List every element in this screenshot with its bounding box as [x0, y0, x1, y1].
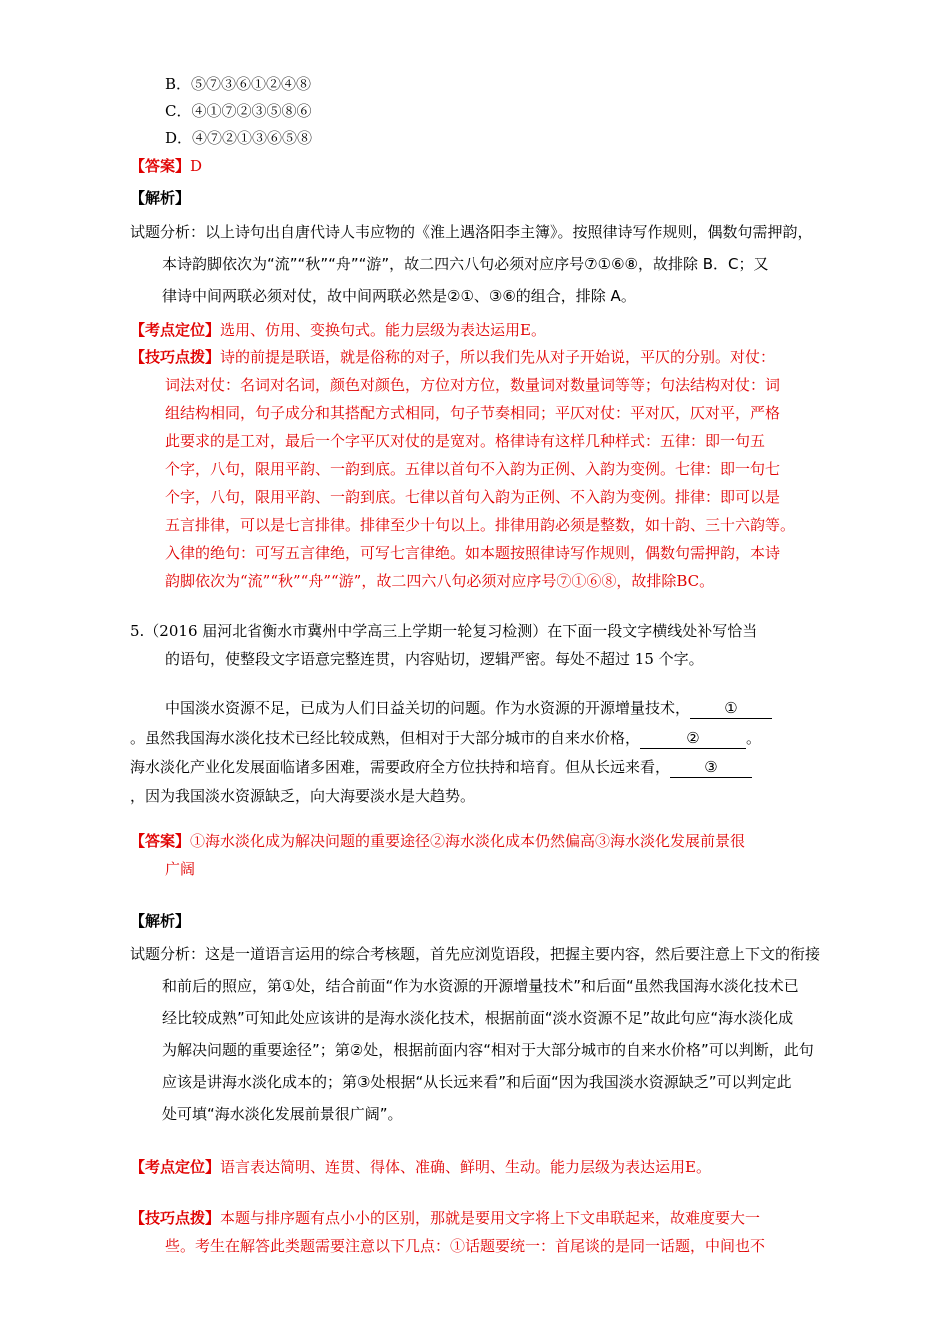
option-c: C．④①⑦②③⑤⑧⑥: [165, 102, 312, 120]
q5-answer-line: 广阔: [165, 860, 196, 878]
q5-passage-line: [130, 728, 761, 749]
q5-jiqiao-line: 些。考生在解答此类题需要注意以下几点：①话题要统一：首尾谈的是同一话题，中间也不: [165, 1237, 766, 1255]
q5-passage-line: [165, 698, 772, 719]
q5-passage-text: 中国淡水资源不足，已成为人们日益关切的问题。作为水资源的开源增量技术，: [165, 699, 691, 717]
q5-analysis-line: 经比较成熟”可知此处应该讲的是海水淡化技术，根据前面“淡水资源不足”故此句应“海水淡化成: [162, 1009, 794, 1027]
q5-analysis-line: 试题分析：这是一道语言运用的综合考核题，首先应浏览语段，把握主要内容，然后要注意上下文的衔接: [130, 945, 821, 963]
q4-answer-value: D: [190, 157, 203, 175]
q4-jiqiao-line: 组结构相同，句子成分和其搭配方式相同，句子节奏相同；平仄对仗：平对仄，仄对平，严格: [165, 404, 781, 422]
option-d: D．④⑦②①③⑥⑤⑧: [165, 129, 313, 147]
blank-3: ③: [670, 757, 752, 778]
q4-kaodian-text: 选用、仿用、变换句式。能力层级为表达运用E。: [220, 321, 546, 339]
q5-jiqiao: [130, 1208, 760, 1228]
q5-analysis-line: 和前后的照应，第①处，结合前面“作为水资源的开源增量技术”和后面“虽然我国海水淡化技术已: [162, 977, 799, 995]
q5-analysis-line: 为解决问题的重要途径”；第②处，根据前面内容“相对于大部分城市的自来水价格”可以判断，此句: [162, 1041, 814, 1059]
q5-analysis-line: 处可填“海水淡化发展前景很广阔”。: [162, 1105, 403, 1123]
q5-answer-text: ①海水淡化成为解决问题的重要途径②海水淡化成本仍然偏高③海水淡化发展前景很: [190, 832, 746, 850]
q5-stem-line: 的语句，使整段文字语意完整连贯，内容贴切，逻辑严密。每处不超过 15 个字。: [165, 650, 704, 668]
q5-passage-line: ，因为我国淡水资源缺乏，向大海要淡水是大趋势。: [130, 787, 476, 805]
q4-jiqiao-line: 个字，八句，限用平韵、一韵到底。五律以首句不入韵为正例、入韵为变例。七律：即一句七: [165, 460, 781, 478]
q5-kaodian-text: 语言表达简明、连贯、得体、准确、鲜明、生动。能力层级为表达运用E。: [220, 1158, 711, 1176]
q5-stem-line: 5.（2016 届河北省衡水市冀州中学高三上学期一轮复习检测）在下面一段文字横线处补写恰当: [130, 622, 758, 640]
q4-kaodian-tag: 【考点定位】: [130, 321, 221, 339]
q4-analysis-line: 试题分析：以上诗句出自唐代诗人韦应物的《淮上遇洛阳李主簿》。按照律诗写作规则，偶数句需押韵，: [130, 223, 813, 241]
q5-passage-line: [130, 757, 752, 778]
q4-answer: [130, 156, 202, 176]
q4-jiqiao-line: 个字，八句，限用平韵、一韵到底。七律以首句入韵为正例、不入韵为变例。排律：即可以是: [165, 488, 781, 506]
q5-analysis-heading: 【解析】: [130, 912, 191, 930]
q4-answer-tag: 【答案】: [130, 157, 191, 175]
q5-kaodian: [130, 1157, 711, 1177]
q5-analysis-line: 应该是讲海水淡化成本的；第③处根据“从长远来看”和后面“因为我国淡水资源缺乏”可以判定此: [162, 1073, 792, 1091]
q5-passage-text: 。虽然我国海水淡化技术已经比较成熟，但相对于大部分城市的自来水价格，: [130, 729, 641, 747]
q5-passage-text: 海水淡化产业化发展面临诸多困难，需要政府全方位扶持和培育。但从长远来看，: [130, 758, 671, 776]
q4-jiqiao-tag: 【技巧点拨】: [130, 348, 221, 366]
q4-jiqiao-line: 诗的前提是联语，就是俗称的对子，所以我们先从对子开始说，平仄的分别。对仗：: [220, 348, 776, 366]
q5-jiqiao-tag: 【技巧点拨】: [130, 1209, 221, 1227]
q5-kaodian-tag: 【考点定位】: [130, 1158, 221, 1176]
q5-answer: [130, 831, 745, 851]
q4-jiqiao-line: 此要求的是工对，最后一个字平仄对仗的是宽对。格律诗有这样几种样式：五律：即一句五: [165, 432, 766, 450]
q5-answer-tag: 【答案】: [130, 832, 191, 850]
q4-jiqiao-line: 词法对仗：名词对名词，颜色对颜色，方位对方位，数量词对数量词等等；句法结构对仗：词: [165, 376, 781, 394]
q4-analysis-line: 本诗韵脚依次为“流”“秋”“舟”“游”，故二四六八句必须对应序号⑦①⑥⑧，故排除 B．C；又: [162, 255, 769, 273]
q4-jiqiao-line: 入律的绝句：可写五言律绝，可写七言律绝。如本题按照律诗写作规则，偶数句需押韵，本诗: [165, 544, 781, 562]
q4-jiqiao: [130, 347, 775, 367]
blank-2: ②: [640, 728, 746, 749]
q4-kaodian: [130, 320, 546, 340]
q4-jiqiao-line: 五言排律，可以是七言排律。排律至少十句以上。排律用韵必须是整数，如十韵、三十六韵等。: [165, 516, 796, 534]
q4-analysis-heading: 【解析】: [130, 189, 191, 207]
q5-passage-text: 。: [746, 729, 762, 747]
q5-jiqiao-line: 本题与排序题有点小小的区别，那就是要用文字将上下文串联起来，故难度要大一: [220, 1209, 761, 1227]
blank-1: ①: [690, 698, 772, 719]
q4-jiqiao-line: 韵脚依次为“流”“秋”“舟”“游”，故二四六八句必须对应序号⑦①⑥⑧，故排除BC。: [165, 572, 715, 590]
q4-analysis-line: 律诗中间两联必须对仗，故中间两联必然是②①、③⑥的组合，排除 A。: [162, 287, 636, 305]
option-b: B．⑤⑦③⑥①②④⑧: [165, 75, 312, 93]
